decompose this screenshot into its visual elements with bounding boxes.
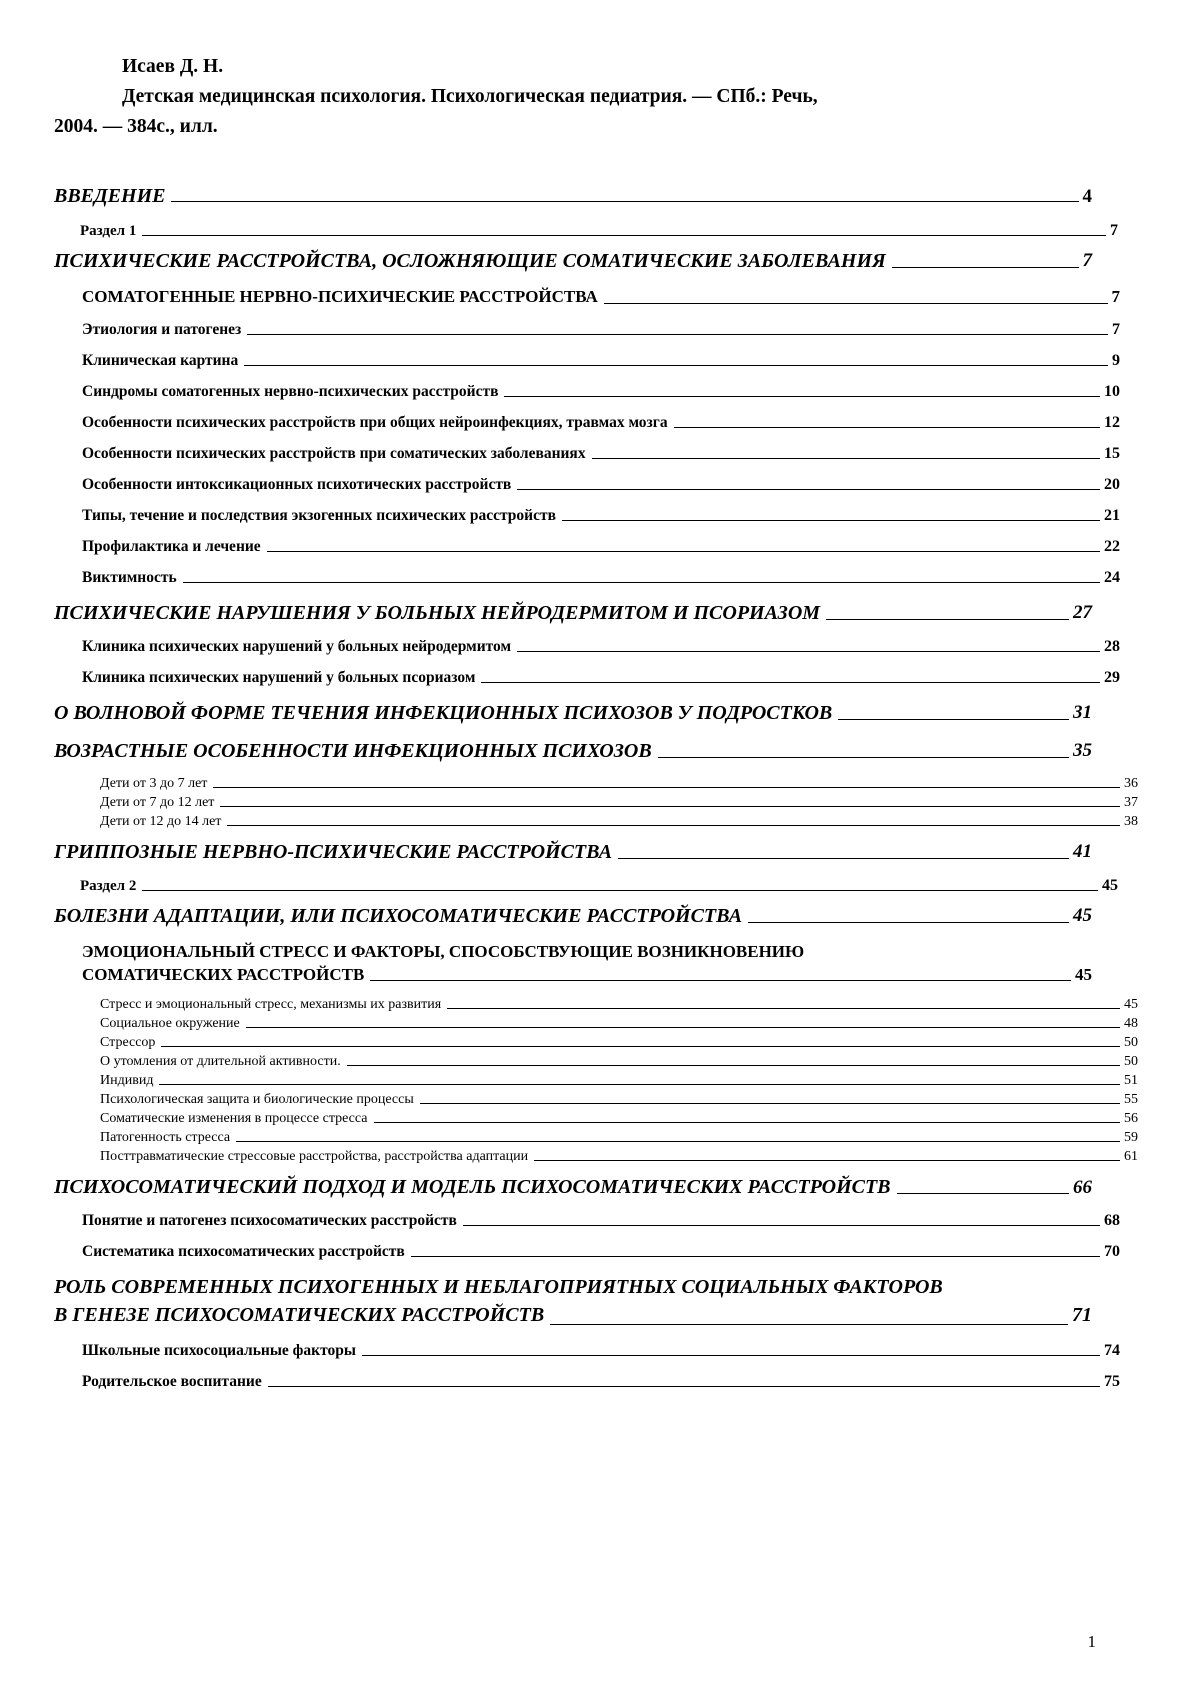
toc-title: Раздел 2 (80, 877, 137, 894)
toc-page-number: 4 (1082, 185, 1092, 207)
toc-title: Особенности психических расстройств при общих нейроинфекциях, травмах мозга (82, 413, 668, 431)
toc-title: Психологическая защита и биологические процессы (100, 1092, 414, 1108)
leader-line (362, 1355, 1100, 1356)
toc-entry-part-3[interactable] (54, 700, 1092, 726)
leader-line (604, 303, 1108, 304)
toc-entry-part-6[interactable] (54, 903, 1092, 929)
toc-page-number: 75 (1104, 1372, 1120, 1390)
leader-line (447, 1008, 1120, 1009)
toc-title: СОМАТОГЕННЫЕ НЕРВНО-ПСИХИЧЕСКИЕ РАССТРОЙСТВА (82, 286, 598, 306)
leader-line (161, 1046, 1120, 1047)
toc-page-number: 68 (1104, 1212, 1120, 1230)
toc-entry-section[interactable] (54, 445, 1120, 463)
leader-line (504, 396, 1100, 397)
leader-line (236, 1141, 1120, 1142)
toc-entry-section[interactable] (54, 669, 1120, 687)
toc-page-number: 20 (1104, 475, 1120, 493)
toc-page-number: 71 (1072, 1304, 1092, 1327)
toc-title: ГРИППОЗНЫЕ НЕРВНО-ПСИХИЧЕСКИЕ РАССТРОЙСТВА (54, 840, 613, 863)
toc-title: Виктимность (82, 568, 177, 586)
toc-entry-section[interactable] (54, 507, 1120, 525)
leader-line (517, 489, 1100, 490)
toc-title: Индивид (100, 1073, 154, 1089)
toc-title: Дети от 12 до 14 лет (100, 813, 222, 829)
toc-page-number: 7 (1082, 249, 1092, 271)
toc-title: Соматические изменения в процессе стресса (100, 1111, 368, 1127)
toc-entry-subsection[interactable] (54, 997, 1138, 1013)
table-of-contents (54, 184, 1138, 1391)
toc-title: Клиника психических нарушений у больных нейродермитом (82, 637, 512, 655)
toc-entry-section[interactable] (54, 638, 1120, 656)
toc-page-number: 55 (1124, 1092, 1138, 1108)
toc-entry-subsection[interactable] (54, 1016, 1138, 1032)
toc-entry-subsection[interactable] (54, 814, 1138, 830)
toc-title-line-1: ЭМОЦИОНАЛЬНЫЙ СТРЕСС И ФАКТОРЫ, СПОСОБСТВУЮЩИЕ ВОЗНИКНОВЕНИЮ (82, 941, 805, 961)
leader-line (463, 1225, 1100, 1226)
leader-line (142, 890, 1098, 891)
leader-line (892, 267, 1079, 268)
toc-title: Стресс и эмоциональный стресс, механизмы их развития (100, 997, 442, 1013)
toc-title: Этиология и патогенез (82, 320, 242, 338)
toc-page-number: 45 (1075, 964, 1092, 984)
toc-page-number: 37 (1124, 794, 1138, 810)
toc-page-number: 56 (1124, 1111, 1138, 1127)
leader-line (838, 719, 1069, 720)
leader-line (481, 682, 1100, 683)
toc-entry-subsection[interactable] (54, 1035, 1138, 1051)
leader-line (142, 235, 1106, 236)
toc-title: Систематика психосоматических расстройств (82, 1243, 405, 1261)
toc-entry-section[interactable] (54, 476, 1120, 494)
leader-line (370, 980, 1071, 981)
toc-page-number: 7 (1112, 320, 1120, 338)
toc-page-number: 36 (1124, 775, 1138, 791)
toc-title: Школьные психосоциальные факторы (82, 1341, 356, 1359)
leader-line (267, 551, 1100, 552)
toc-title: Патогенность стресса (100, 1130, 231, 1146)
leader-line (247, 334, 1108, 335)
leader-line (374, 1122, 1121, 1123)
leader-line (517, 651, 1100, 652)
toc-page-number: 50 (1124, 1054, 1138, 1070)
toc-page-number: 21 (1104, 506, 1120, 524)
leader-line (748, 922, 1069, 923)
leader-line (674, 427, 1100, 428)
leader-line (220, 806, 1120, 807)
toc-entry-section[interactable] (54, 1243, 1120, 1261)
leader-line (897, 1193, 1069, 1194)
toc-entry-subsection[interactable] (54, 1073, 1138, 1089)
toc-entry-part-1[interactable] (54, 248, 1092, 274)
toc-title-line-2: В ГЕНЕЗЕ ПСИХОСОМАТИЧЕСКИХ РАССТРОЙСТВ (54, 1304, 545, 1327)
toc-title: О утомления от длительной активности. (100, 1054, 341, 1070)
leader-line (592, 458, 1100, 459)
toc-title: Синдромы соматогенных нервно-психических расстройств (82, 382, 499, 400)
toc-title: Особенности психических расстройств при соматических заболеваниях (82, 444, 586, 462)
book-header (54, 52, 1092, 143)
leader-line (562, 520, 1100, 521)
leader-line (268, 1386, 1100, 1387)
toc-title: БОЛЕЗНИ АДАПТАЦИИ, ИЛИ ПСИХОСОМАТИЧЕСКИЕ РАССТРОЙСТВА (54, 904, 743, 927)
toc-page-number: 45 (1102, 876, 1118, 894)
toc-page-number: 12 (1104, 413, 1120, 431)
toc-page-number: 45 (1073, 904, 1092, 926)
toc-title: ВОЗРАСТНЫЕ ОСОБЕННОСТИ ИНФЕКЦИОННЫХ ПСИХОЗОВ (54, 739, 652, 762)
leader-line (420, 1103, 1120, 1104)
toc-entry-part-8[interactable] (54, 1274, 1092, 1329)
leader-line (534, 1160, 1120, 1161)
toc-page-number: 7 (1110, 221, 1118, 239)
toc-page-number: 15 (1104, 444, 1120, 462)
toc-entry-subsection[interactable] (54, 776, 1138, 792)
leader-line (618, 858, 1069, 859)
book-title-line-1: Детская медицинская психология. Психологическая педиатрия. — СПб.: Речь, (122, 86, 818, 108)
toc-page-number: 22 (1104, 537, 1120, 555)
toc-title: ПСИХИЧЕСКИЕ НАРУШЕНИЯ У БОЛЬНЫХ НЕЙРОДЕРМИТОМ И ПСОРИАЗОМ (54, 601, 821, 624)
toc-entry-section[interactable] (54, 538, 1120, 556)
toc-title: Родительское воспитание (82, 1372, 262, 1390)
toc-page-number: 48 (1124, 1016, 1138, 1032)
toc-entry-subsection[interactable] (54, 1054, 1138, 1070)
toc-entry-part-7[interactable] (54, 1174, 1092, 1200)
toc-title: Профилактика и лечение (82, 537, 261, 555)
toc-page-number: 51 (1124, 1073, 1138, 1089)
toc-entry-razdel-2[interactable] (54, 877, 1118, 895)
toc-page-number: 59 (1124, 1130, 1138, 1146)
leader-line (411, 1256, 1100, 1257)
toc-page-number: 35 (1073, 739, 1092, 761)
toc-entry-chapter-somatogenic[interactable] (54, 286, 1120, 309)
toc-entry-section[interactable] (54, 1342, 1120, 1360)
leader-line (183, 582, 1100, 583)
toc-page-number: 10 (1104, 382, 1120, 400)
toc-page-number: 27 (1073, 601, 1092, 623)
toc-title: Понятие и патогенез психосоматических расстройств (82, 1212, 457, 1230)
leader-line (213, 787, 1120, 788)
toc-page-number: 45 (1124, 997, 1138, 1013)
toc-page-number: 29 (1104, 668, 1120, 686)
toc-title: ВВЕДЕНИЕ (54, 184, 166, 207)
toc-page-number: 28 (1104, 637, 1120, 655)
toc-title: Социальное окружение (100, 1016, 240, 1032)
toc-entry-section[interactable] (54, 1212, 1120, 1230)
toc-entry-section[interactable] (54, 1373, 1120, 1391)
leader-line (246, 1027, 1120, 1028)
book-title-line-2: 2004. — 384с., илл. (54, 116, 218, 138)
toc-title: Раздел 1 (80, 222, 137, 239)
toc-title: Клиническая картина (82, 351, 239, 369)
toc-entry-subsection[interactable] (54, 1130, 1138, 1146)
toc-title: ПСИХОСОМАТИЧЕСКИЙ ПОДХОД И МОДЕЛЬ ПСИХОСОМАТИЧЕСКИХ РАССТРОЙСТВ (54, 1176, 891, 1199)
toc-entry-part-4[interactable] (54, 738, 1092, 764)
leader-line (227, 825, 1120, 826)
page-footer-number: 1 (1087, 1632, 1096, 1651)
toc-entry-subsection[interactable] (54, 1092, 1138, 1108)
toc-title: Посттравматические стрессовые расстройства, расстройства адаптации (100, 1149, 529, 1165)
toc-title: Клиника психических нарушений у больных псориазом (82, 668, 476, 686)
toc-entry-subsection[interactable] (54, 795, 1138, 811)
toc-title: Дети от 3 до 7 лет (100, 775, 208, 791)
toc-title-line-2: СОМАТИЧЕСКИХ РАССТРОЙСТВ (82, 964, 365, 984)
toc-page-number: 38 (1124, 813, 1138, 829)
toc-entry-part-5[interactable] (54, 839, 1092, 865)
toc-title: О ВОЛНОВОЙ ФОРМЕ ТЕЧЕНИЯ ИНФЕКЦИОННЫХ ПСИХОЗОВ У ПОДРОСТКОВ (54, 701, 833, 724)
toc-page-number: 74 (1104, 1341, 1120, 1359)
toc-entry-introduction[interactable] (54, 185, 1092, 208)
toc-page-number: 31 (1073, 701, 1092, 723)
toc-page-number: 24 (1104, 568, 1120, 586)
toc-page-number: 41 (1073, 840, 1092, 862)
toc-page-number: 66 (1073, 1176, 1092, 1198)
leader-line (244, 365, 1108, 366)
toc-page-number: 70 (1104, 1243, 1120, 1261)
leader-line (347, 1065, 1120, 1066)
toc-title: Дети от 7 до 12 лет (100, 794, 215, 810)
leader-line (159, 1084, 1120, 1085)
toc-title: ПСИХИЧЕСКИЕ РАССТРОЙСТВА, ОСЛОЖНЯЮЩИЕ СОМАТИЧЕСКИЕ ЗАБОЛЕВАНИЯ (54, 249, 886, 272)
toc-title-line-1: РОЛЬ СОВРЕМЕННЫХ ПСИХОГЕННЫХ И НЕБЛАГОПРИЯТНЫХ СОЦИАЛЬНЫХ ФАКТОРОВ (54, 1276, 943, 1299)
toc-entry-section[interactable] (54, 352, 1120, 370)
toc-page-number: 61 (1124, 1149, 1138, 1165)
toc-title: Стрессор (100, 1035, 156, 1051)
toc-entry-section[interactable] (54, 321, 1120, 339)
toc-entry-razdel-1[interactable] (54, 222, 1118, 240)
toc-entry-section[interactable] (54, 383, 1120, 401)
leader-line (826, 619, 1069, 620)
toc-page-number: 9 (1112, 351, 1120, 369)
toc-entry-subsection[interactable] (54, 1149, 1138, 1165)
leader-line (171, 201, 1078, 202)
leader-line (658, 757, 1069, 758)
toc-page-number: 50 (1124, 1035, 1138, 1051)
toc-title: Типы, течение и последствия экзогенных психических расстройств (82, 506, 556, 524)
book-author: Исаев Д. Н. (122, 56, 224, 77)
toc-entry-section[interactable] (54, 414, 1120, 432)
toc-page-number: 7 (1111, 286, 1120, 306)
toc-entry-part-2[interactable] (54, 600, 1092, 626)
toc-title: Особенности интоксикационных психотических расстройств (82, 475, 512, 493)
toc-entry-section[interactable] (54, 569, 1120, 587)
leader-line (550, 1324, 1068, 1325)
toc-entry-subsection[interactable] (54, 1111, 1138, 1127)
toc-entry-chapter-emotional-stress[interactable] (54, 941, 1092, 987)
